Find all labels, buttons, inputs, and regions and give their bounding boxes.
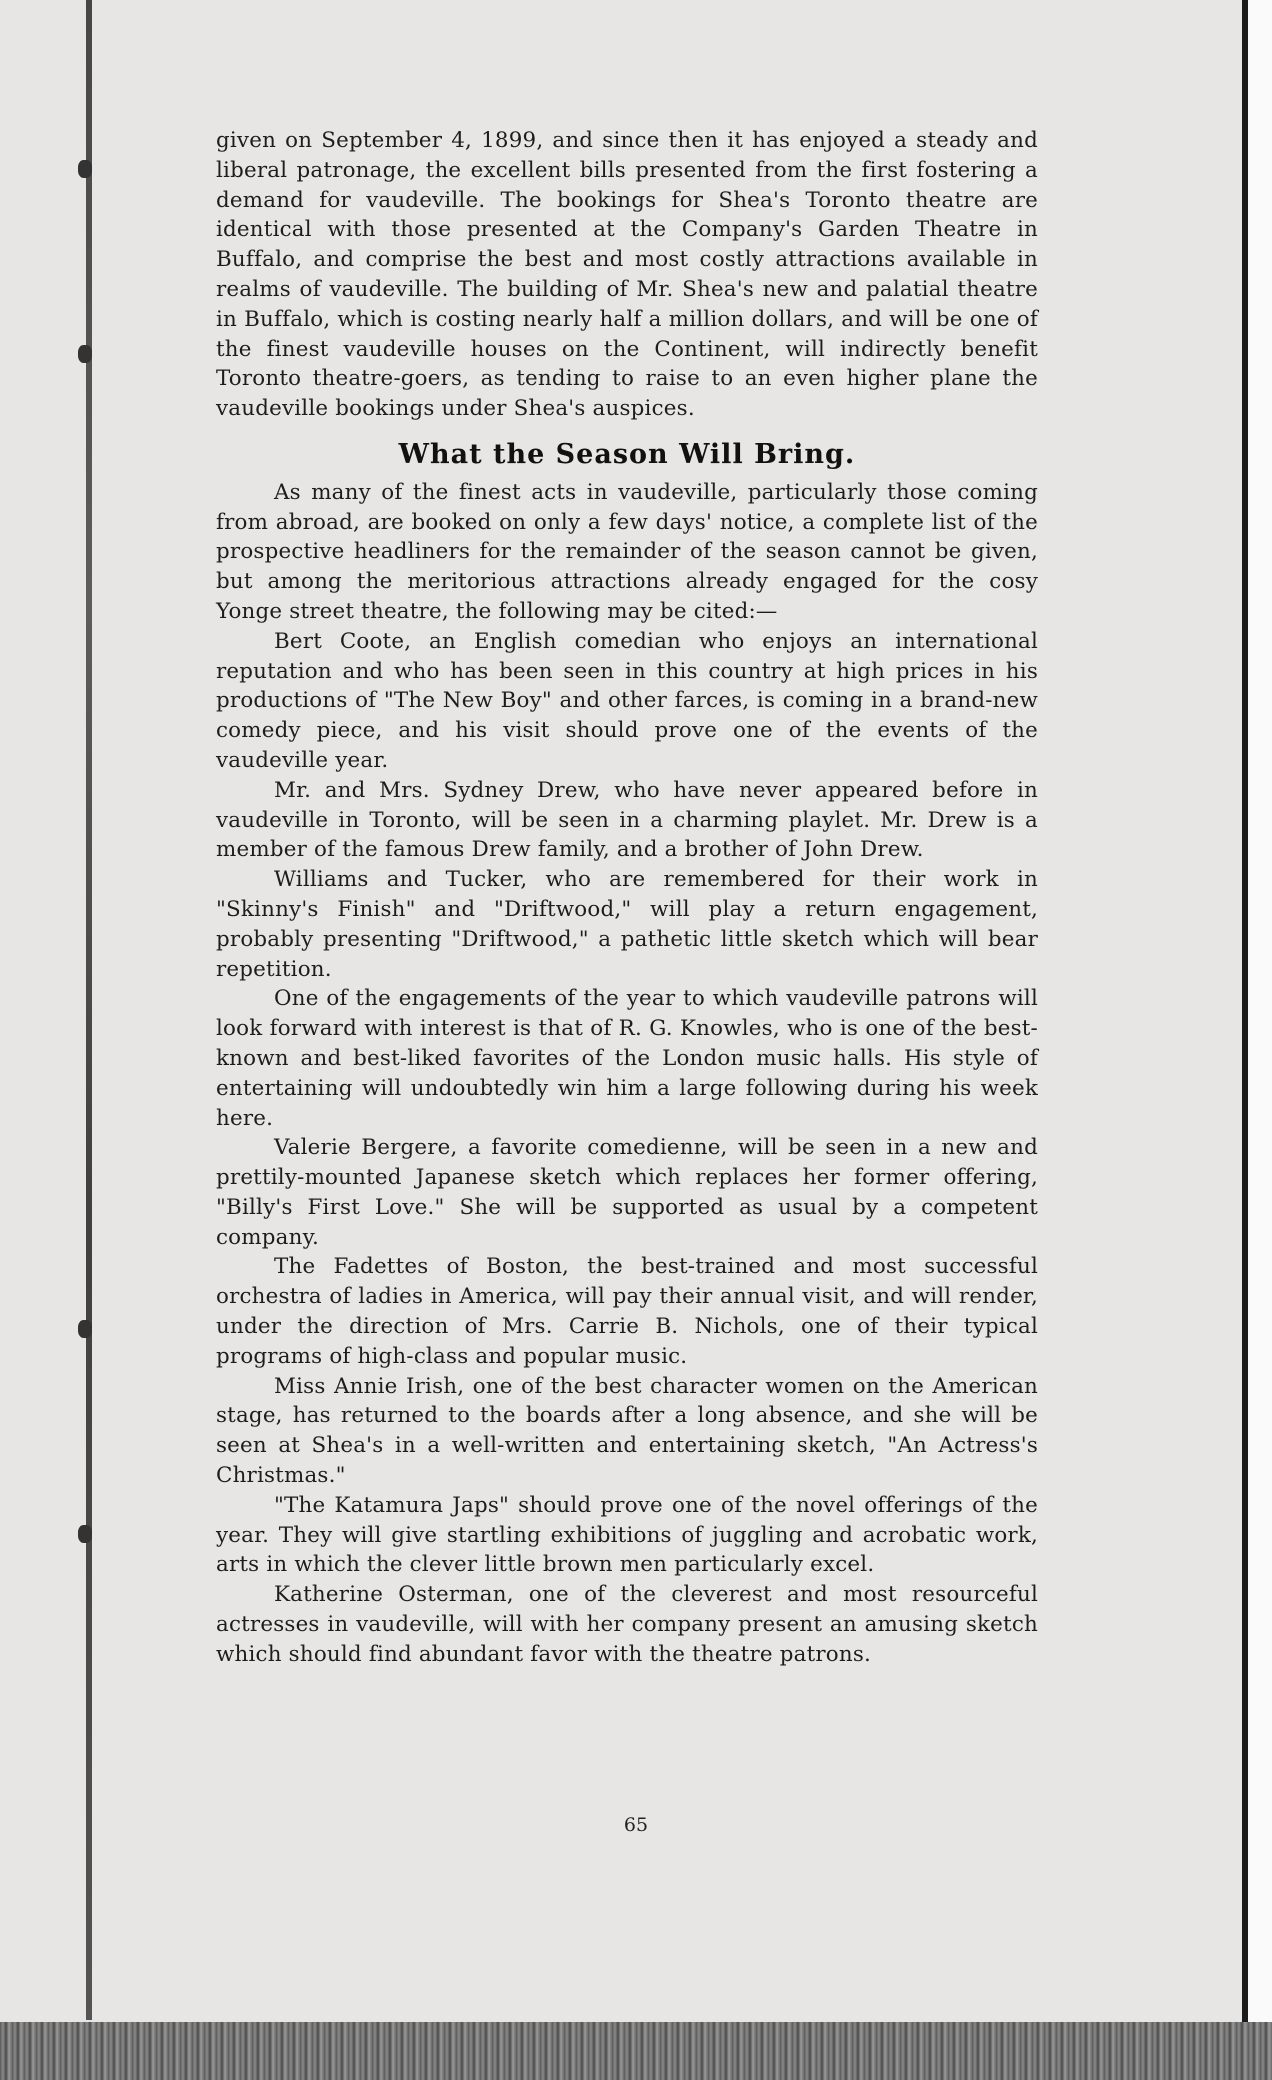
paragraph: As many of the finest acts in vaudeville, particularly those coming from abroad, are booked on only a few days' notice, a complete list of the prospective headliners for the remainder of the season cannot be given, but among the meritorious attractions already engaged for the cosy Yonge street theatre, the following may be cited:— — [216, 479, 1038, 624]
binding-mark — [78, 160, 92, 178]
scan-edge-right — [1242, 0, 1272, 2080]
paragraph: Katherine Osterman, one of the cleverest and most resourceful actresses in vaudeville, will with her company present an amusing sketch which should find abundant favor with the theatre patrons. — [216, 1582, 1038, 1667]
paragraph: One of the engagements of the year to which vaudeville patrons will look forward with interest is that of R. G. Knowles, who is one of the best-known and best-liked favorites of the London music halls. His style of entertaining will undoubtedly win him a large following during his week here. — [216, 986, 1038, 1131]
section-heading: What the Season Will Bring. — [398, 438, 856, 470]
paragraph: The Fadettes of Boston, the best-trained and most successful orchestra of ladies in America, will pay their annual visit, and will render, under the direction of Mrs. Carrie B. Nichols, one of their typical programs of high-class and popular music. — [216, 1254, 1038, 1369]
binding-mark — [78, 1320, 92, 1338]
page-number: 65 — [623, 1814, 649, 1836]
intro-paragraph: given on September 4, 1899, and since then it has enjoyed a steady and liberal patronage, the excellent bills presented from the first fostering a demand for vaudeville. The bookings for Shea's Toronto theatre are identical with those presented at the Company's Garden Theatre in Buffalo, and comprise the best and most costly attractions available in realms of vaudeville. The building of Mr. Shea's new and palatial theatre in Buffalo, which is costing nearly half a million dollars, and will be one of the finest vaudeville houses on the Continent, will indirectly benefit Toronto theatre-goers, as tending to raise to an even higher plane the vaudeville bookings under Shea's auspices. — [216, 128, 1038, 422]
binding-mark — [78, 1525, 92, 1543]
paragraph: Valerie Bergere, a favorite comedienne, will be seen in a new and prettily-mounted Japanese sketch which replaces her former offering, "Billy's First Love." She will be supported as usual by a competent company. — [216, 1135, 1038, 1250]
scan-edge-bottom — [0, 2022, 1272, 2080]
paragraph: "The Katamura Japs" should prove one of the novel offerings of the year. They will give startling exhibitions of juggling and acrobatic work, arts in which the clever little brown men particularly excel. — [216, 1492, 1038, 1578]
paragraph: Williams and Tucker, who are remembered for their work in "Skinny's Finish" and "Driftwood," will play a return engagement, probably presenting "Driftwood," a pathetic little sketch which will bear repetition. — [216, 867, 1038, 982]
paragraph: Bert Coote, an English comedian who enjoys an international reputation and who has been seen in this country at high prices in his productions of "The New Boy" and other farces, is coming in a brand-new comedy piece, and his visit should prove one of the events of the vaudeville year. — [216, 628, 1038, 773]
paragraph: Miss Annie Irish, one of the best character women on the American stage, has returned to the boards after a long absence, and she will be seen at Shea's in a well-written and entertaining sketch, "An Actress's Christmas." — [216, 1373, 1038, 1489]
binding-mark — [78, 345, 92, 363]
page-body — [216, 126, 1038, 1670]
binding-line — [86, 0, 92, 2020]
paragraph: Mr. and Mrs. Sydney Drew, who have never appeared before in vaudeville in Toronto, will be seen in a charming playlet. Mr. Drew is a member of the famous Drew family, and a brother of John Drew. — [216, 777, 1038, 863]
